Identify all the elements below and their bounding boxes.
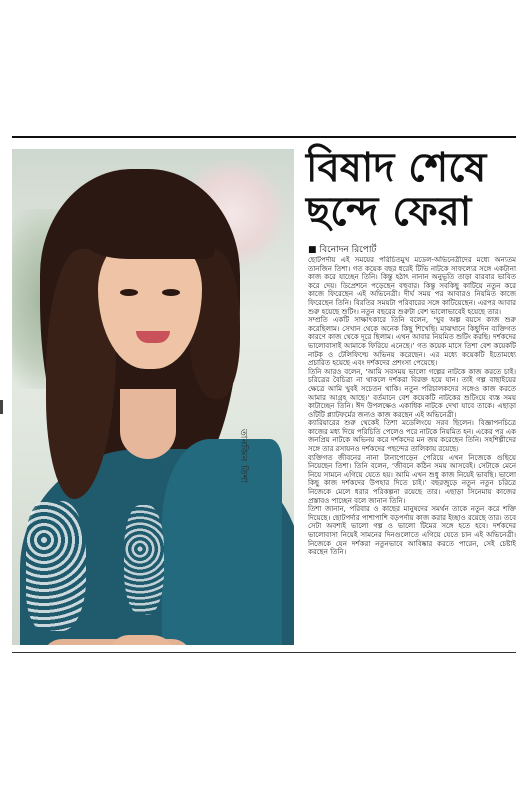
photo-caption: তানজিন তিশা [238,429,248,484]
embroidery-center [124,505,164,615]
headline-line-1: বিষাদ শেষে [306,144,487,191]
article-photo [12,149,294,645]
neck [120,389,176,459]
paragraph: ক্যারিয়ারের শুরু থেকেই তিশা মডেলিংয়ে সরব ছিলেন। বিজ্ঞাপনচিত্রে কাজের মধ্য দিয়ে পরিচিতি পেলেও পরে নাটকে নিয়মিত হন। একের পর এক জনপ্রিয় নাটকে অভিনয় করে দর্শকদের মন জয় করেছেন তিনি। সহশিল্পীদের সঙ্গে তার রসায়নও দর্শকদের পছন্দের তালিকায় রয়েছে। [308,419,516,454]
page-edge-mark [0,400,3,414]
bottom-divider [12,652,516,653]
paragraph: ব্যক্তিগত জীবনের নানা টানাপোড়েন পেরিয়ে এখন নিজেকে গুছিয়ে নিয়েছেন তিশা। তিনি বলেন, ‘জীবনে কঠিন সময় আসবেই। সেটাকে মেনে নিয়ে সামনে এগিয়ে যেতে হয়। আমি এখন শুধু কাজ নিয়েই ভাবছি। ভালো কিছু কাজ দর্শকদের উপহার দিতে চাই।’ বছরজুড়ে নতুন নতুন চরিত্রে নিজেকে মেলে ধরার পরিকল্পনা রয়েছে তার। এছাড়া সিনেমায় কাজের প্রস্তাবও পাচ্ছেন বলে জানান তিনি। [308,453,516,505]
dupatta [162,439,282,645]
byline [308,242,376,257]
top-divider [12,136,516,138]
paragraph: ছোটপর্দায় এই সময়ের পরিচিতমুখ মডেল-অভিনেত্রীদের মধ্যে অন্যতম তানজিন তিশা। গত কয়েক বছর ধরেই টিভি নাটকে সাফল্যের সঙ্গে একটানা কাজ করে যাচ্ছেন তিনি। কিন্তু হঠাৎ নানান অনুভূতি তাড়া বারবার ভাবিত করে দেয়। ডিপ্রেশনে পড়েছেন বহুবার। কিন্তু সবকিছু কাটিয়ে নতুন করে কাজে ফিরেছেন এই অভিনেত্রী। দীর্ঘ সময় পর আবারও নিয়মিত কাজে ফিরেছেন তিনি। বিরতির সময়টা পরিবারের সঙ্গে কাটিয়েছেন। এরপর আবার শুরু হয়েছে শুটিং। নতুন বছরের শুরুটা বেশ ভালোভাবেই হয়েছে তার। [308,256,516,316]
paragraph: তিশা জানান, পরিবার ও কাছের মানুষদের সমর্থন তাকে নতুন করে শক্তি দিয়েছে। ছোটপর্দার পাশাপাশি বড়পর্দায় কাজ করার ইচ্ছাও রয়েছে তার। তবে সেটা অবশ্যই ভালো গল্প ও ভালো টিমের সঙ্গে হতে হবে। দর্শকদের ভালোবাসা নিয়েই সামনের দিনগুলোতে এগিয়ে যেতে চান এই অভিনেত্রী। নিজেকে যেন দর্শকরা নতুনভাবে আবিষ্কার করতে পারেন, সেই চেষ্টাই করছেন তিনি। [308,505,516,557]
headline [306,146,516,234]
left-eye [120,289,138,296]
embroidery-left [26,501,86,631]
byline-mark: ■ [308,245,317,255]
right-eye [162,289,180,296]
headline-line-2: ছন্দে ফেরা [306,188,472,235]
paragraph: সম্প্রতি একটি সাক্ষাৎকারে তিনি বলেন, ‘খুব অল্প বয়সে কাজ শুরু করেছিলাম। সেখান থেকে অনেক কিছু শিখেছি। মাঝখানে কিছুদিন ব্যক্তিগত কারণে কাজ থেকে দূরে ছিলাম। এখন আবার নিয়মিত শুটিং করছি। দর্শকদের ভালোবাসাই আমাকে ফিরিয়ে এনেছে।’ গত কয়েক মাসে তিশা বেশ কয়েকটি নাটক ও টেলিফিল্মে অভিনয় করেছেন। এর মধ্যে কয়েকটি ইতোমধ্যে প্রচারিত হয়েছে এবং দর্শকদের প্রশংসা পেয়েছে। [308,316,516,368]
paragraph: তিনি আরও বলেন, ‘আমি সবসময় ভালো গল্পের নাটকে কাজ করতে চাই। চরিত্রের বৈচিত্র্য না থাকলে দর্শকরা বিরক্ত হয়ে যান। তাই গল্প বাছাইয়ের ক্ষেত্রে আমি খুবই সচেতন থাকি। নতুন পরিচালকদের সঙ্গেও কাজ করতে আমার আগ্রহ আছে।’ বর্তমানে বেশ কয়েকটি নাটকের শুটিংয়ে ব্যস্ত সময় কাটাচ্ছেন তিনি। ঈদ উপলক্ষেও একাধিক নাটকে দেখা যাবে তাকে। এছাড়া ওটিটি প্ল্যাটফর্মের জন্যও কাজ করছেন এই অভিনেত্রী। [308,367,516,419]
byline-text: বিনোদন রিপোর্ট [319,245,377,255]
article-body [308,256,516,645]
